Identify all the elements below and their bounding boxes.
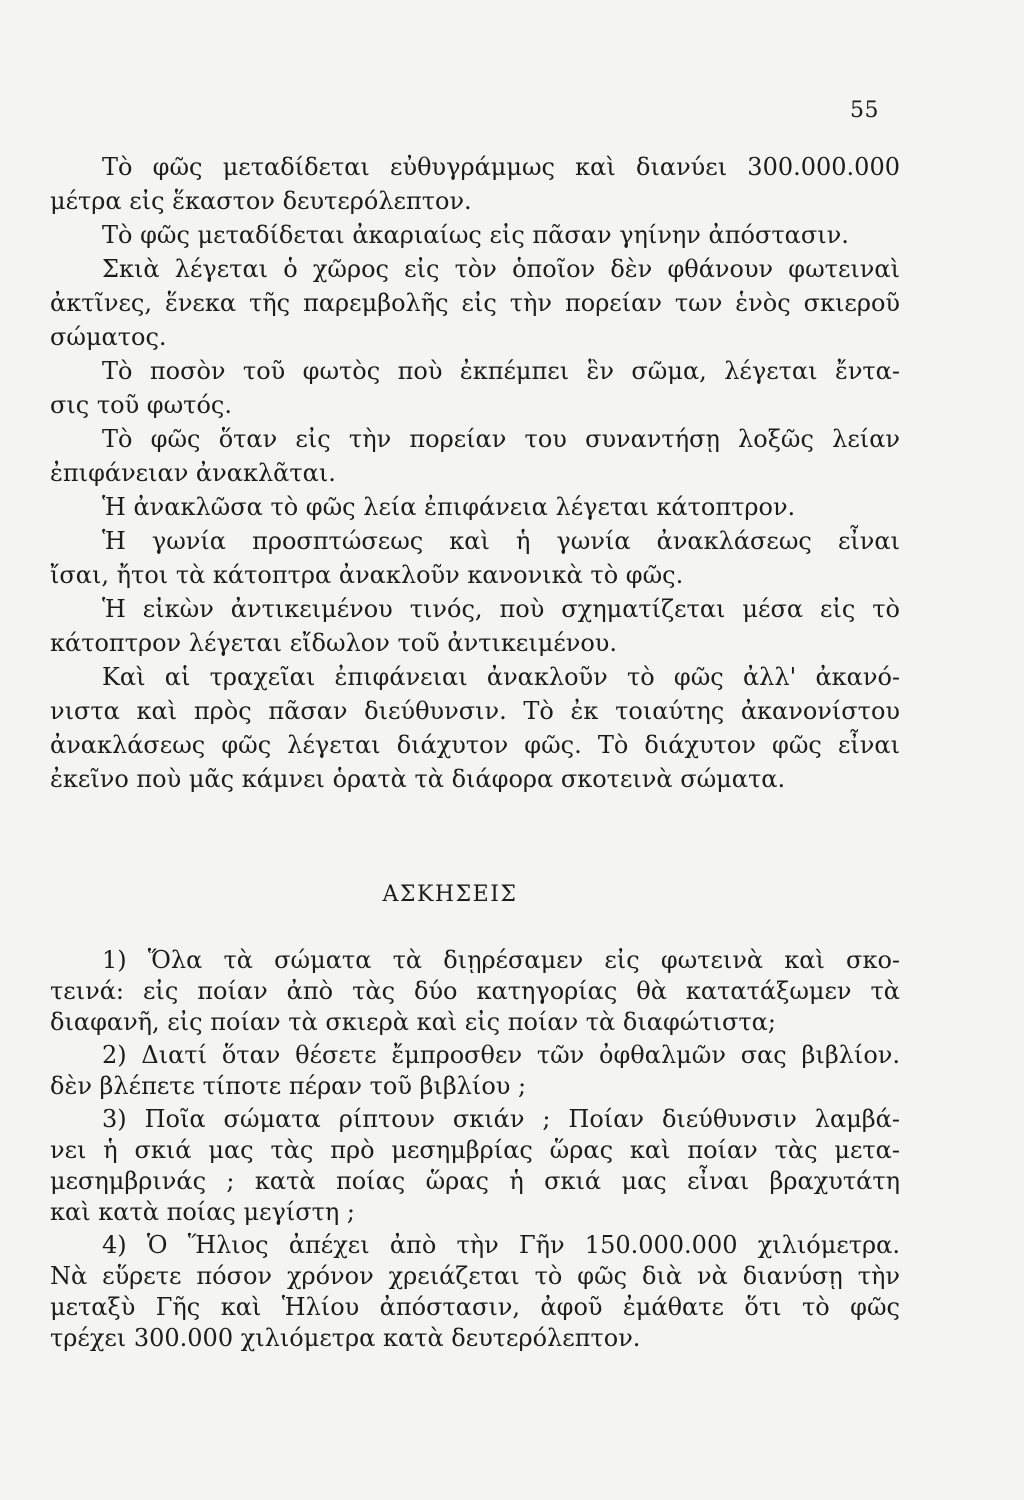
exercise-line: 4) Ὁ Ἥλιος ἀπέχει ἀπὸ τὴν Γῆν 150.000.000 χιλιόμετρα. bbox=[102, 1231, 900, 1259]
text-line: μέτρα εἰς ἕκαστον δευτερόλεπτον. bbox=[50, 187, 472, 215]
text-line: νιστα καὶ πρὸς πᾶσαν διεύθυνσιν. Τὸ ἐκ τοιαύτης ἀκανονίστου bbox=[50, 697, 900, 725]
text-line: ἀκτῖνες, ἕνεκα τῆς παρεμβολῆς εἰς τὴν πορείαν των ἑνὸς σκιεροῦ bbox=[50, 289, 900, 317]
text-line: Ἡ γωνία προσπτώσεως καὶ ἡ γωνία ἀνακλάσεως εἶναι bbox=[102, 527, 900, 555]
text-line: Ἡ ἀνακλῶσα τὸ φῶς λεία ἐπιφάνεια λέγεται κάτοπτρον. bbox=[102, 493, 796, 521]
text-line: Σκιὰ λέγεται ὁ χῶρος εἰς τὸν ὁποῖον δὲν φθάνουν φωτειναὶ bbox=[102, 255, 900, 283]
exercise-line: δὲν βλέπετε τίποτε πέραν τοῦ βιβλίου ; bbox=[50, 1072, 527, 1100]
text-line: ἐκεῖνο ποὺ μᾶς κάμνει ὁρατὰ τὰ διάφορα σκοτεινὰ σώματα. bbox=[50, 765, 786, 793]
text-line: σις τοῦ φωτός. bbox=[50, 391, 232, 419]
exercise-line: 2) Διατί ὅταν θέσετε ἔμπροσθεν τῶν ὀφθαλμῶν σας βιβλίον. bbox=[102, 1041, 900, 1069]
text-line: Τὸ φῶς μεταδίδεται ἀκαριαίως εἰς πᾶσαν γηίνην ἀπόστασιν. bbox=[102, 221, 849, 249]
exercise-line: καὶ κατὰ ποίας μεγίστη ; bbox=[50, 1198, 356, 1226]
text-line: σώματος. bbox=[50, 323, 167, 351]
exercise-line: διαφανῆ, εἰς ποίαν τὰ σκιερὰ καὶ εἰς ποίαν τὰ διαφώτιστα; bbox=[50, 1008, 776, 1036]
text-line: Καὶ αἱ τραχεῖαι ἐπιφάνειαι ἀνακλοῦν τὸ φῶς ἀλλ' ἀκανό- bbox=[102, 663, 900, 691]
exercise-line: Νὰ εὕρετε πόσον χρόνον χρειάζεται τὸ φῶς διὰ νὰ διανύσῃ τὴν bbox=[50, 1262, 900, 1290]
exercise-line: μεσημβρινάς ; κατὰ ποίας ὥρας ἡ σκιά μας εἶναι βραχυτάτη bbox=[50, 1167, 900, 1195]
body-text bbox=[50, 150, 900, 796]
text-line: Τὸ φῶς ὅταν εἰς τὴν πορείαν του συναντήσῃ λοξῶς λείαν bbox=[102, 425, 900, 453]
text-line: ἀνακλάσεως φῶς λέγεται διάχυτον φῶς. Τὸ διάχυτον φῶς εἶναι bbox=[50, 731, 900, 759]
exercise-line: 3) Ποῖα σώματα ρίπτουν σκιάν ; Ποίαν διεύθυνσιν λαμβά- bbox=[102, 1105, 900, 1133]
exercise-line: τρέχει 300.000 χιλιόμετρα κατὰ δευτερόλεπτον. bbox=[50, 1324, 641, 1352]
text-line: ἴσαι, ἤτοι τὰ κάτοπτρα ἀνακλοῦν κανονικὰ τὸ φῶς. bbox=[50, 561, 684, 589]
text-line: Ἡ εἰκὼν ἀντικειμένου τινός, ποὺ σχηματίζεται μέσα εἰς τὸ bbox=[102, 595, 900, 623]
exercise-line: μεταξὺ Γῆς καὶ Ἡλίου ἀπόστασιν, ἀφοῦ ἐμάθατε ὅτι τὸ φῶς bbox=[50, 1293, 900, 1321]
exercise-line: νει ἡ σκιά μας τὰς πρὸ μεσημβρίας ὥρας καὶ ποίαν τὰς μετα- bbox=[50, 1136, 900, 1164]
text-line: κάτοπτρον λέγεται εἴδωλον τοῦ ἀντικειμένου. bbox=[50, 629, 618, 657]
exercise-line: τεινά: εἰς ποίαν ἀπὸ τὰς δύο κατηγορίας θὰ κατατάξωμεν τὰ bbox=[50, 977, 900, 1005]
exercise-line: 1) Ὅλα τὰ σώματα τὰ διῃρέσαμεν εἰς φωτεινὰ καὶ σκο- bbox=[102, 946, 900, 974]
text-line: Τὸ φῶς μεταδίδεται εὐθυγράμμως καὶ διανύει 300.000.000 bbox=[102, 153, 900, 181]
text-line: ἐπιφάνειαν ἀνακλᾶται. bbox=[50, 459, 336, 487]
exercises-list bbox=[50, 945, 900, 1354]
text-line: Τὸ ποσὸν τοῦ φωτὸς ποὺ ἐκπέμπει ἓν σῶμα, λέγεται ἔντα- bbox=[102, 357, 900, 385]
exercises-heading: ΑΣΚΗΣΕΙΣ bbox=[382, 882, 518, 907]
page-number: 55 bbox=[850, 98, 879, 123]
